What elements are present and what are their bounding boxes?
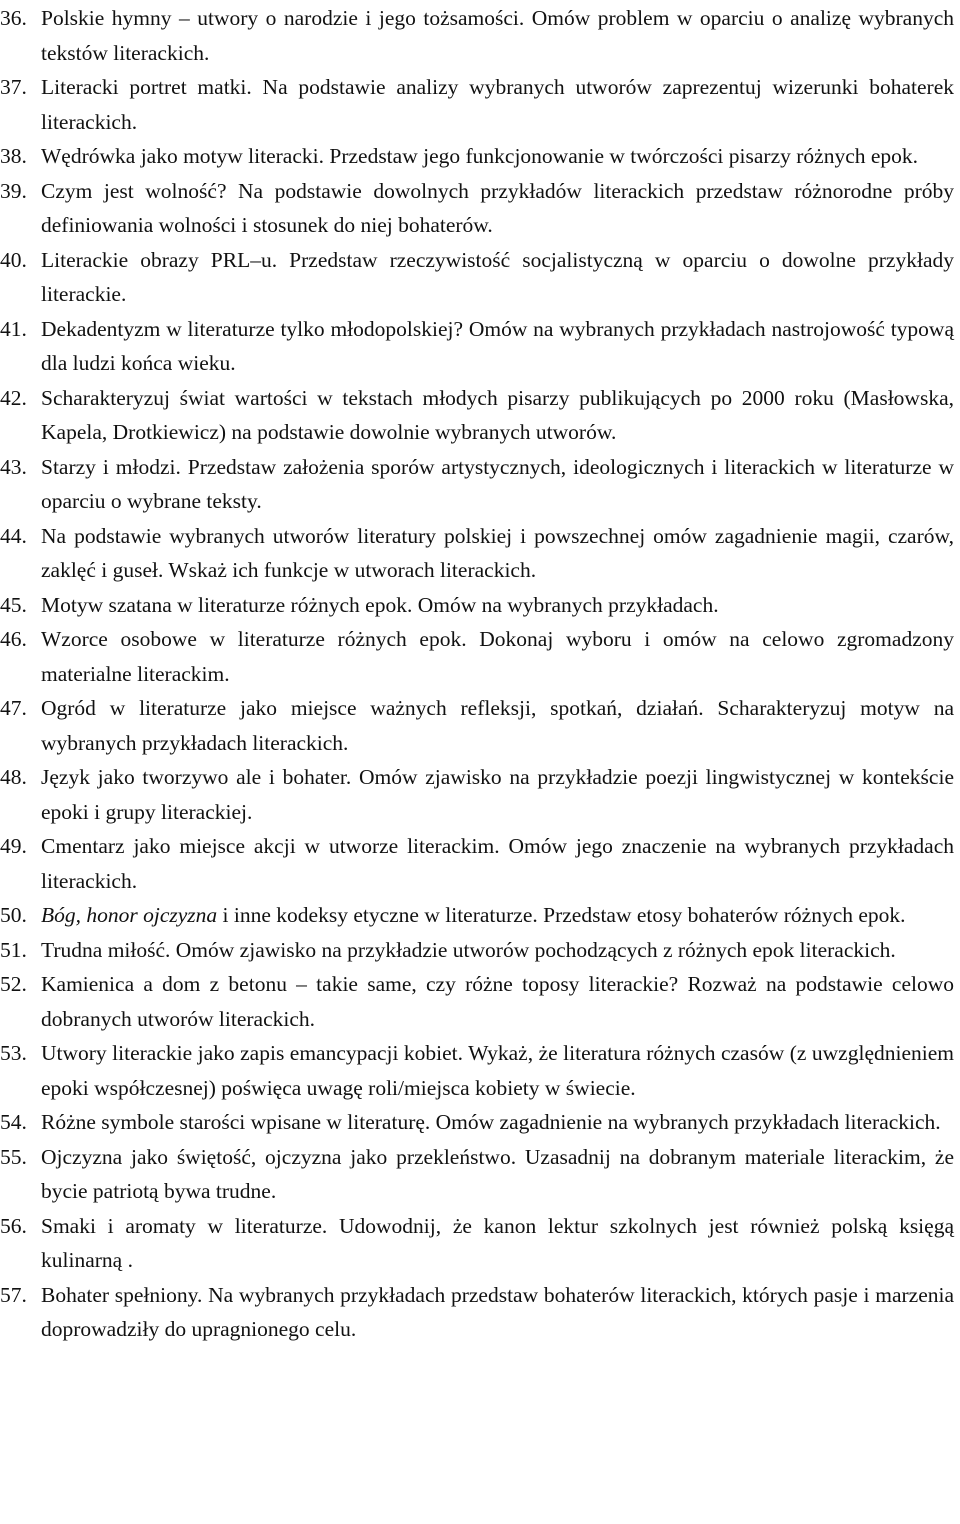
item-text: Dekadentyzm w literaturze tylko młodopolskiej? Omów na wybranych przykładach nastrojowość typową dla ludzi końca wieku.: [41, 316, 954, 375]
list-item: [0, 622, 954, 691]
item-number: 37.: [0, 75, 27, 99]
list-item: [0, 1105, 954, 1140]
item-number: 57.: [0, 1282, 27, 1307]
item-number: 52.: [0, 972, 27, 996]
item-text: Motyw szatana w literaturze różnych epok. Omów na wybranych przykładach.: [41, 592, 719, 617]
list-item: [0, 70, 954, 139]
item-text: Różne symbole starości wpisane w literaturę. Omów zagadnienie na wybranych przykładach literackich.: [41, 1110, 941, 1134]
item-number: 38.: [0, 144, 27, 168]
item-number: 40.: [0, 247, 27, 272]
list-item: [0, 450, 954, 519]
item-number: 50.: [0, 903, 27, 927]
item-text: Cmentarz jako miejsce akcji w utworze literackim. Omów jego znaczenie na wybranych przykładach literackich.: [41, 834, 954, 893]
list-item: [0, 967, 954, 1036]
item-text: Język jako tworzywo ale i bohater. Omów zjawisko na przykładzie poezji lingwistycznej w kontekście epoki i grupy literackiej.: [41, 765, 954, 824]
item-text: Starzy i młodzi. Przedstaw założenia sporów artystycznych, ideologicznych i literackich w literaturze w oparciu o wybrane teksty.: [41, 454, 954, 513]
item-text: Utwory literackie jako zapis emancypacji kobiet. Wykaż, że literatura różnych czasów (z uwzględnieniem epoki współczesnej) poświęca uwagę roli/miejsca kobiety w świecie.: [41, 1041, 954, 1100]
list-item: [0, 1, 954, 70]
item-text-rest: i inne kodeksy etyczne w literaturze. Przedstaw etosy bohaterów różnych epok.: [217, 903, 906, 927]
item-number: 36.: [0, 6, 27, 30]
item-number: 54.: [0, 1110, 27, 1134]
list-item: [0, 933, 954, 968]
item-text: Na podstawie wybranych utworów literatury polskiej i powszechnej omów zagadnienie magii, czarów, zaklęć i guseł. Wskaż ich funkcje w utworach literackich.: [41, 523, 954, 582]
list-item: [0, 1278, 954, 1347]
item-number: 55.: [0, 1144, 27, 1169]
item-text: Smaki i aromaty w literaturze. Udowodnij, że kanon lektur szkolnych jest również polską księgą kulinarną .: [41, 1213, 954, 1272]
list-item: [0, 1036, 954, 1105]
item-number: 42.: [0, 385, 27, 410]
item-text: Wzorce osobowe w literaturze różnych epok. Dokonaj wyboru i omów na celowo zgromadzony materialne literackim.: [41, 627, 954, 686]
item-number: 43.: [0, 454, 27, 479]
item-number: 46.: [0, 627, 27, 651]
item-number: 48.: [0, 765, 27, 789]
item-text: Trudna miłość. Omów zjawisko na przykładzie utworów pochodzących z różnych epok literackich.: [41, 937, 896, 962]
item-number: 49.: [0, 834, 27, 858]
list-item: [0, 243, 954, 312]
list-item: [0, 174, 954, 243]
item-text: Kamienica a dom z betonu – takie same, czy różne toposy literackie? Rozważ na podstawie celowo dobranych utworów literackich.: [41, 972, 954, 1031]
list-item: [0, 829, 954, 898]
item-text: Bohater spełniony. Na wybranych przykładach przedstaw bohaterów literackich, których pasje i marzenia doprowadziły do upragnionego celu.: [41, 1282, 954, 1341]
item-text: Wędrówka jako motyw literacki. Przedstaw jego funkcjonowanie w twórczości pisarzy różnych epok.: [41, 144, 919, 168]
list-item: [0, 312, 954, 381]
list-item: [0, 381, 954, 450]
list-item: [0, 588, 954, 623]
topic-list: [0, 1, 954, 1347]
item-text: Ogród w literaturze jako miejsce ważnych refleksji, spotkań, działań. Scharakteryzuj motyw na wybranych przykładach literackich.: [41, 696, 954, 755]
item-text: Czym jest wolność? Na podstawie dowolnych przykładów literackich przedstaw różnorodne próby definiowania wolności i stosunek do niej bohaterów.: [41, 178, 954, 237]
list-item: [0, 691, 954, 760]
list-item: [0, 519, 954, 588]
list-item: [0, 898, 954, 933]
item-text: Scharakteryzuj świat wartości w tekstach młodych pisarzy publikujących po 2000 roku (Masłowska, Kapela, Drotkiewicz) na podstawie dowolnie wybranych utworów.: [41, 385, 954, 444]
item-number: 56.: [0, 1213, 27, 1238]
item-number: 44.: [0, 523, 27, 548]
item-text-italic: Bóg, honor ojczyzna: [41, 903, 218, 927]
item-number: 51.: [0, 937, 27, 962]
item-number: 47.: [0, 696, 27, 720]
item-text: [41, 898, 954, 933]
list-item: [0, 1209, 954, 1278]
item-text: Literacki portret matki. Na podstawie analizy wybranych utworów zaprezentuj wizerunki bohaterek literackich.: [41, 75, 954, 134]
item-number: 45.: [0, 592, 27, 617]
item-number: 39.: [0, 178, 27, 203]
item-number: 53.: [0, 1041, 27, 1065]
item-text: Polskie hymny – utwory o narodzie i jego tożsamości. Omów problem w oparciu o analizę wybranych tekstów literackich.: [41, 6, 954, 65]
item-text: Ojczyzna jako świętość, ojczyzna jako przekleństwo. Uzasadnij na dobranym materiale literackim, że bycie patriotą bywa trudne.: [41, 1144, 954, 1203]
list-item: [0, 760, 954, 829]
item-number: 41.: [0, 316, 27, 341]
list-item: [0, 1140, 954, 1209]
item-text: Literackie obrazy PRL–u. Przedstaw rzeczywistość socjalistyczną w oparciu o dowolne przykłady literackie.: [41, 247, 954, 306]
list-item: [0, 139, 954, 174]
